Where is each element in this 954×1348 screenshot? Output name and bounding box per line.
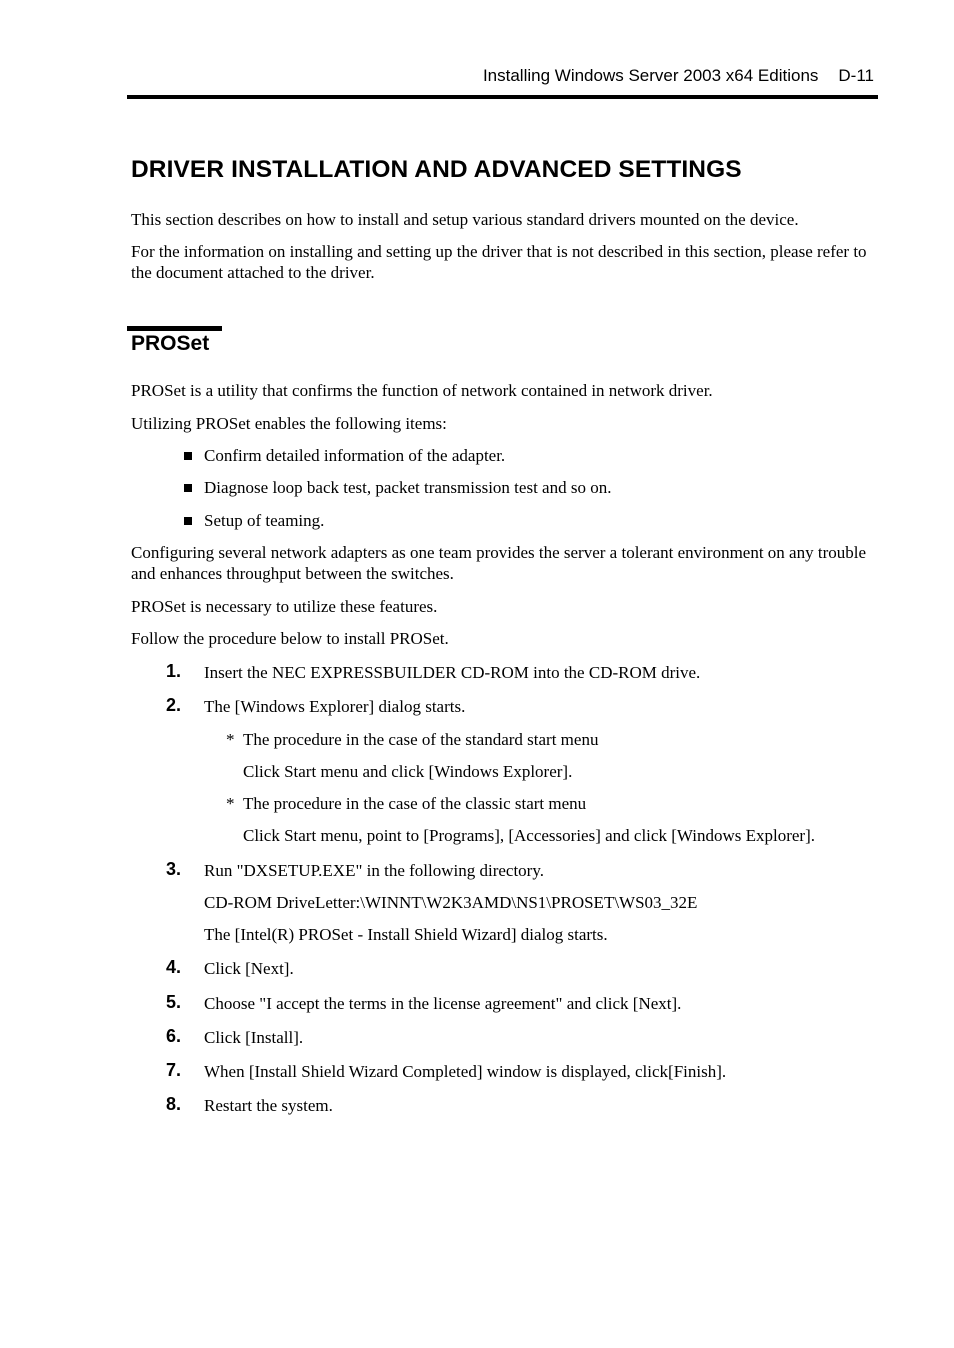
subsection-heading: PROSet bbox=[131, 332, 210, 355]
step-number: 6. bbox=[166, 1026, 182, 1046]
section-paragraph: This section describes on how to install and setup various standard drivers mounted on the device. bbox=[131, 210, 799, 229]
step-text: When [Install Shield Wizard Completed] window is displayed, click[Finish]. bbox=[204, 1062, 727, 1081]
step-number: 7. bbox=[166, 1060, 182, 1080]
note-detail: Click Start menu and click [Windows Explorer]. bbox=[243, 762, 573, 781]
proset-paragraph: Configuring several network adapters as one team provides the server a tolerant environment on any trouble and enhances throughput between the switches. bbox=[131, 543, 867, 583]
step-text: Insert the NEC EXPRESSBUILDER CD-ROM into the CD-ROM drive. bbox=[204, 663, 701, 682]
section-paragraph: For the information on installing and setting up the driver that is not described in this section, please refer to the document attached to the driver. bbox=[131, 242, 867, 282]
proset-paragraph: Utilizing PROSet enables the following items: bbox=[131, 414, 447, 433]
directory-path: CD-ROM DriveLetter:\WINNT\W2K3AMD\NS1\PROSET\WS03_32E bbox=[204, 893, 698, 912]
note-detail: Click Start menu, point to [Programs], [Accessories] and click [Windows Explorer]. bbox=[243, 826, 815, 845]
step-number: 2. bbox=[166, 695, 182, 715]
bullet-item: Setup of teaming. bbox=[204, 511, 325, 530]
header-rule bbox=[127, 95, 878, 99]
running-header bbox=[483, 66, 874, 86]
step-detail: The [Intel(R) PROSet - Install Shield Wizard] dialog starts. bbox=[204, 925, 608, 944]
bullet-marker bbox=[184, 477, 196, 498]
note-marker: * bbox=[226, 794, 235, 813]
step-number: 1. bbox=[166, 661, 182, 681]
page-number: D-11 bbox=[838, 66, 874, 85]
header-title: Installing Windows Server 2003 x64 Editions bbox=[482, 66, 819, 85]
subsection-bar bbox=[127, 326, 222, 331]
step-number: 3. bbox=[166, 859, 182, 879]
bullet-item: Diagnose loop back test, packet transmission test and so on. bbox=[204, 478, 612, 497]
proset-paragraph: PROSet is a utility that confirms the function of network contained in network driver. bbox=[131, 381, 713, 400]
bullet-marker bbox=[184, 445, 196, 466]
note-title: The procedure in the case of the classic start menu bbox=[243, 794, 587, 813]
bullet-item: Confirm detailed information of the adapter. bbox=[204, 446, 506, 465]
step-number: 8. bbox=[166, 1094, 182, 1114]
note-title: The procedure in the case of the standard start menu bbox=[243, 730, 599, 749]
proset-paragraph: Follow the procedure below to install PROSet. bbox=[131, 629, 449, 648]
step-number: 5. bbox=[166, 992, 182, 1012]
step-text: The [Windows Explorer] dialog starts. bbox=[204, 697, 466, 716]
step-text: Click [Next]. bbox=[204, 959, 294, 978]
step-text: Click [Install]. bbox=[204, 1028, 304, 1047]
step-number: 4. bbox=[166, 957, 182, 977]
step-text: Run "DXSETUP.EXE" in the following directory. bbox=[204, 861, 544, 880]
section-heading: DRIVER INSTALLATION AND ADVANCED SETTINGS bbox=[131, 156, 742, 183]
bullet-marker bbox=[184, 510, 196, 531]
step-text: Choose "I accept the terms in the license agreement" and click [Next]. bbox=[204, 994, 682, 1013]
step-text: Restart the system. bbox=[204, 1096, 333, 1115]
note-marker: * bbox=[226, 730, 235, 749]
proset-paragraph: PROSet is necessary to utilize these features. bbox=[131, 597, 438, 616]
